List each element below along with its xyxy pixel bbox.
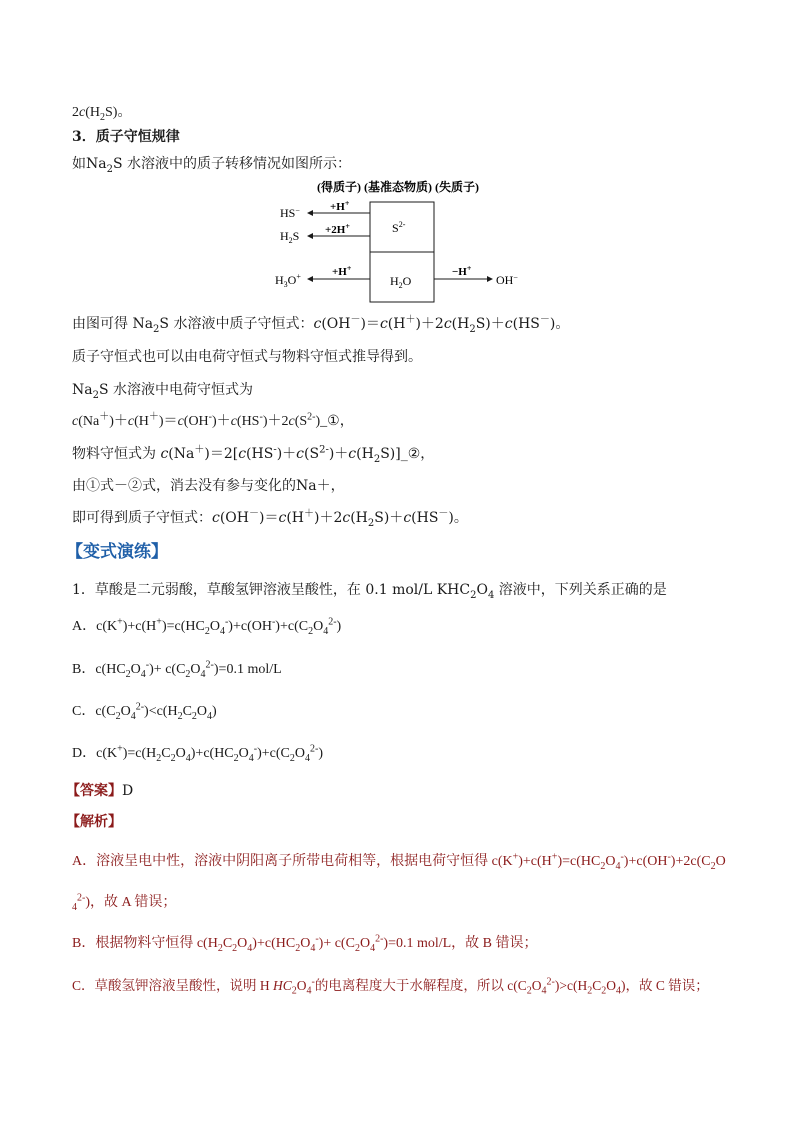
option-c[interactable]: C．$c(C_2O_4^{2-})<c(H_2C_2O_4)$: [72, 701, 217, 722]
arrow-label-2h: +2H+: [325, 222, 350, 236]
product-h3o: $H_3O^+$: [275, 272, 301, 289]
section-heading: 3．质子守恒规律: [72, 129, 180, 145]
option-a[interactable]: A．$c(K^+)+c(H^+)=c(HC_2O_4^-)+c(OH^-)+c(C_2O_4^{2-})$: [72, 616, 342, 637]
charge-balance-eq: $c(Na^+)+c(H^+)=c(OH^-)+c(HS^-)+2c(S^{2-})\_①$，: [72, 411, 354, 429]
arrow-label-h2: +H+: [332, 264, 352, 278]
product-oh: OH−: [496, 273, 518, 287]
analysis-label: 【解析】: [66, 814, 122, 830]
box-s2-label: $S^{2-}$: [392, 220, 406, 235]
analysis-b: B．根据物料守恒得 $c(H_2C_2O_4)+c(HC_2O_4^-)+ c(C_2O_4^{2-})=0.1$ mol/L，故 B 错误；: [72, 933, 538, 954]
answer-label: 【答案】: [66, 783, 122, 799]
proton-balance-line: 由图可得 $Na_2S$ 水溶液中质子守恒式：$c(OH^-)=c(H^+)+2c(H_2S)+c(HS^-)$。: [72, 314, 570, 335]
exercise-question: 1．草酸是二元弱酸，草酸氢钾溶液呈酸性，在 0.1 mol/L $KHC_2O_4$ 溶液中，下列关系正确的是: [72, 582, 667, 601]
exercise-heading: 【变式演练】: [66, 542, 168, 562]
charge-balance-intro: $Na_2S$ 水溶液中电荷守恒式为: [72, 382, 254, 401]
intro-tail: $2c(H_2S)$。: [72, 105, 132, 123]
product-h2s: $H_2S$: [280, 229, 300, 245]
proton-transfer-diagram: [270, 178, 530, 308]
material-balance-eq: 物料守恒式为 $c(Na^+)=2[c(HS^-)+c(S^{2-})+c(H_2S)]\_②$，: [72, 444, 435, 465]
box-h2o-label: $H_2O$: [390, 274, 412, 290]
option-d[interactable]: D．$c(K^+)=c(H_2C_2O_4)+c(HC_2O_4^-)+c(C_2O_4^{2-})$: [72, 743, 324, 764]
option-b[interactable]: B．$c(HC_2O_4^-)+ c(C_2O_4^{2-})=0.1$ mol/L: [72, 659, 282, 680]
answer-line: [66, 782, 133, 800]
derivation-line: 质子守恒式也可以由电荷守恒式与物料守恒式推导得到。: [72, 349, 422, 365]
analysis-a-line1: A．溶液呈电中性，溶液中阴阳离子所带电荷相等，根据电荷守恒得 $c(K^+)+c(H^+)=c(HC_2O_4^-)+c(OH^-)+2c(C_2O$: [72, 851, 726, 872]
answer-value: D: [122, 783, 134, 799]
analysis-a-line2: $_4^{2-}$)，故 A 错误；: [72, 892, 177, 913]
arrow-label-h1: +H+: [330, 199, 350, 213]
arrow-label-minus-h: −H+: [452, 264, 472, 278]
diagram-header: (得质子) (基准态物质) (失质子): [317, 180, 479, 194]
subtract-line: 由①式－②式，消去没有参与变化的Na＋，: [72, 478, 345, 494]
analysis-c: C．草酸氢钾溶液呈酸性，说明 H $HC_2O_4^-$的电离程度大于水解程度，所以 $c(C_2O_4^{2-})>c(H_2C_2O_4)$，故 C 错误；: [72, 976, 709, 997]
section-intro: 如$Na_2S$ 水溶液中的质子转移情况如图所示：: [72, 156, 352, 175]
proton-balance-result: 即可得到质子守恒式：$c(OH^-)=c(H^+)+2c(H_2S)+c(HS^-)$。: [72, 508, 468, 529]
product-hs: HS−: [280, 206, 300, 220]
